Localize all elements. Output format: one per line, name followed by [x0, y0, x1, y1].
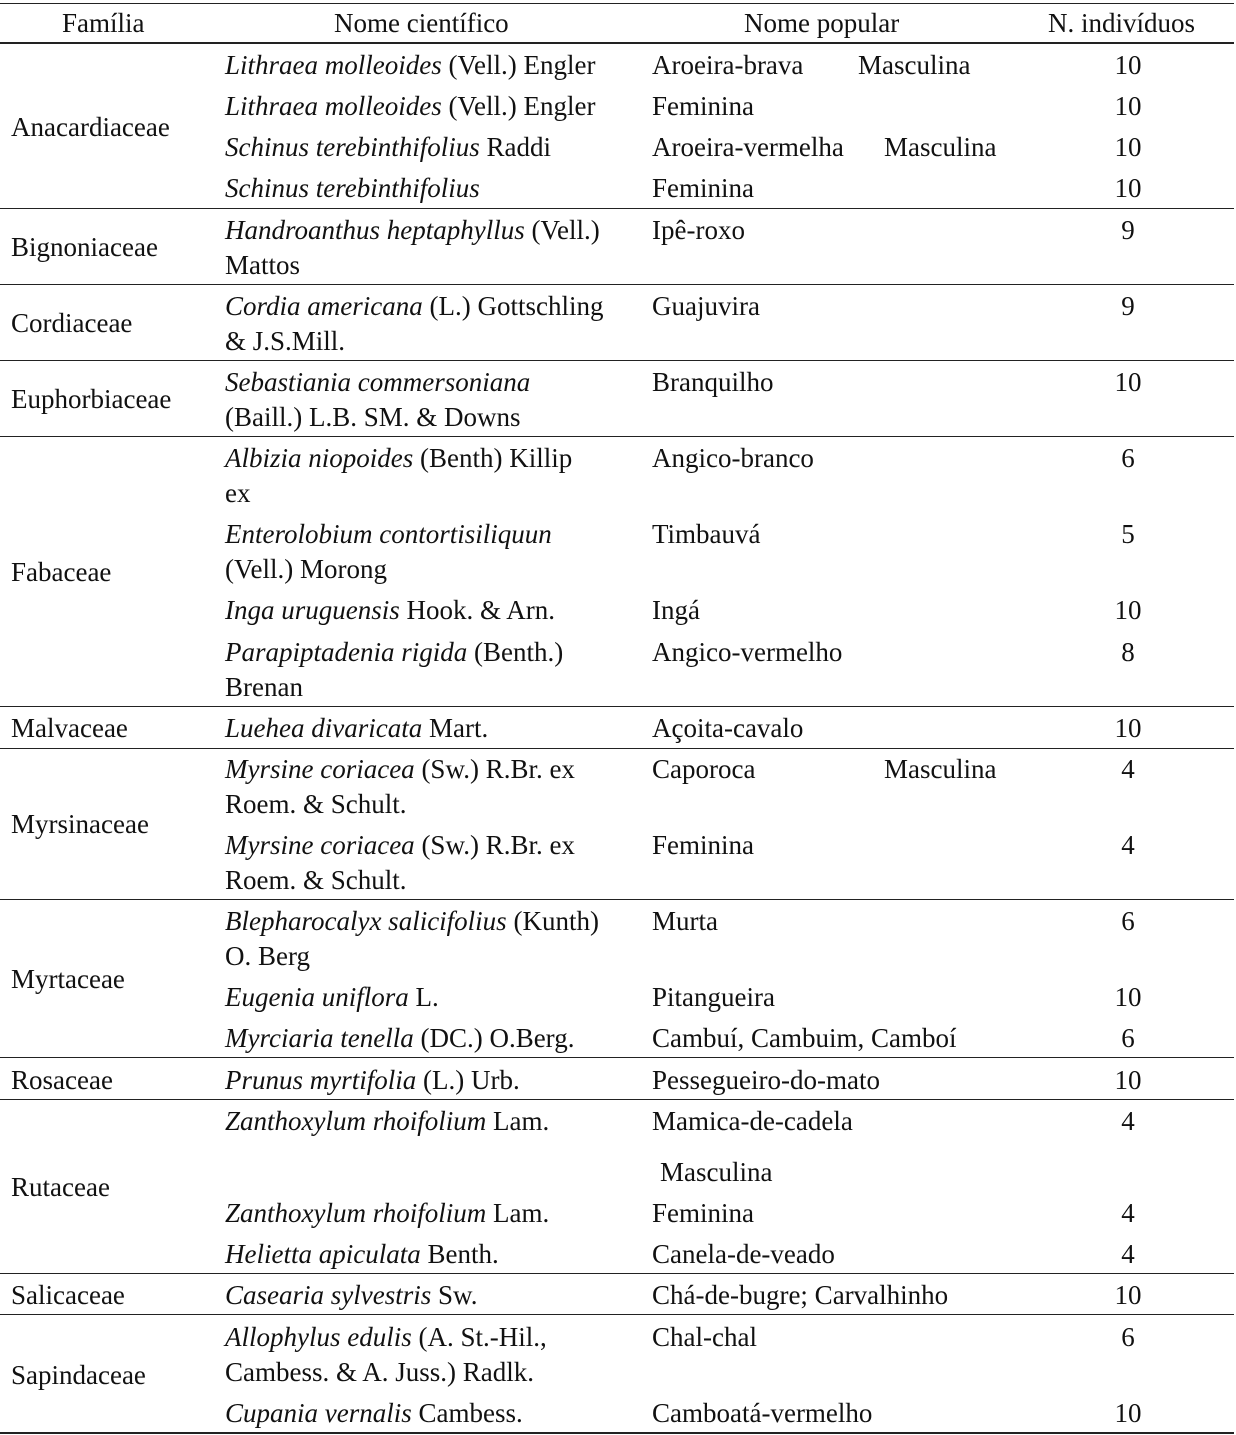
scientific-name-italic: Luehea divaricata [225, 713, 423, 743]
popular-name: Pitangueira [652, 982, 775, 1012]
popular-name: Caporoca [652, 754, 756, 784]
scientific-name-line [225, 441, 572, 476]
scientific-name-line [225, 1320, 547, 1355]
popular-name: Guajuvira [652, 291, 760, 321]
scientific-name-italic: Zanthoxylum rhoifolium [225, 1198, 487, 1228]
scientific-name-italic: Zanthoxylum rhoifolium [225, 1106, 487, 1136]
individual-count: 4 [1121, 830, 1135, 860]
popular-name: Mamica-de-cadela [652, 1106, 853, 1136]
scientific-name-line [225, 171, 480, 206]
scientific-name-line [225, 248, 300, 283]
individual-count: 8 [1121, 637, 1135, 667]
header-nome-cientifico: Nome científico [334, 8, 509, 38]
scientific-name-author: (A. St.-Hil., [411, 1322, 547, 1352]
scientific-name-line [225, 939, 310, 974]
popular-name: Cambuí, Cambuim, Camboí [652, 1023, 957, 1053]
scientific-name-italic: Blepharocalyx salicifolius [225, 906, 507, 936]
scientific-name-author: (Benth) Killip [413, 443, 573, 473]
individual-count: 6 [1121, 443, 1135, 473]
scientific-name-italic: Helietta apiculata [225, 1239, 421, 1269]
scientific-name-line [225, 1063, 520, 1098]
scientific-name-author: (Kunth) [506, 906, 599, 936]
individual-count: 4 [1121, 1239, 1135, 1269]
scientific-name-author: (Vell.) [524, 215, 600, 245]
scientific-name-author: Lam. [486, 1106, 550, 1136]
popular-name: Pessegueiro-do-mato [652, 1065, 880, 1095]
header-nome-popular: Nome popular [744, 8, 900, 38]
individual-count: 6 [1121, 1023, 1135, 1053]
popular-name: Camboatá-vermelho [652, 1398, 873, 1428]
group-rule [0, 748, 1234, 749]
scientific-name-italic: Casearia sylvestris [225, 1280, 432, 1310]
group-rule [0, 899, 1234, 900]
scientific-name-line [225, 476, 250, 511]
scientific-name-italic: Allophylus edulis [225, 1322, 412, 1352]
scientific-name-author: Mattos [225, 250, 301, 280]
scientific-name-line [225, 1278, 478, 1313]
scientific-name-italic: Parapiptadenia rigida [225, 637, 468, 667]
sex-label: Masculina [858, 50, 971, 80]
scientific-name-line [225, 213, 600, 248]
scientific-name-italic: Lithraea molleoides [225, 91, 442, 121]
scientific-name-line [225, 787, 407, 822]
scientific-name-author: & J.S.Mill. [225, 326, 346, 356]
popular-name: Angico-vermelho [652, 637, 843, 667]
popular-name: Canela-de-veado [652, 1239, 835, 1269]
scientific-name-line [225, 635, 563, 670]
scientific-name-italic: Myrsine coriacea [225, 830, 415, 860]
group-rule [0, 208, 1234, 209]
scientific-name-author: (Sw.) R.Br. ex [414, 830, 575, 860]
popular-name: Aroeira-brava [652, 50, 804, 80]
popular-name: Ipê-roxo [652, 215, 745, 245]
popular-name: Feminina [652, 830, 754, 860]
individual-count: 4 [1121, 1198, 1135, 1228]
scientific-name-line [225, 289, 603, 324]
popular-name: Angico-branco [652, 443, 814, 473]
scientific-name-italic: Handroanthus heptaphyllus [225, 215, 525, 245]
scientific-name-italic: Eugenia uniflora [225, 982, 409, 1012]
scientific-name-italic: Cordia americana [225, 291, 423, 321]
scientific-name-italic: Myrciaria tenella [225, 1023, 414, 1053]
family-name: Euphorbiaceae [11, 384, 172, 414]
scientific-name-author: (Baill.) L.B. SM. & Downs [225, 402, 521, 432]
family-name: Anacardiaceae [11, 112, 170, 142]
scientific-name-line [225, 1104, 549, 1139]
scientific-name-author: (Vell.) Engler [441, 91, 596, 121]
family-name: Rutaceae [11, 1172, 110, 1202]
scientific-name-line [225, 593, 555, 628]
family-name: Fabaceae [11, 557, 112, 587]
scientific-name-line [225, 980, 439, 1015]
family-name: Myrsinaceae [11, 809, 149, 839]
scientific-name-author: Mart. [422, 713, 489, 743]
popular-name: Chal-chal [652, 1322, 757, 1352]
individual-count: 10 [1114, 50, 1142, 80]
scientific-name-author: Benth. [420, 1239, 499, 1269]
scientific-name-author: (L.) Gottschling [422, 291, 604, 321]
scientific-name-line [225, 324, 345, 359]
individual-count: 9 [1121, 291, 1135, 321]
family-name: Myrtaceae [11, 964, 125, 994]
group-rule [0, 1099, 1234, 1100]
popular-name: Branquilho [652, 367, 774, 397]
scientific-name-line [225, 828, 575, 863]
group-rule [0, 360, 1234, 361]
individual-count: 6 [1121, 1322, 1135, 1352]
scientific-name-line [225, 48, 595, 83]
header-rule [0, 42, 1234, 44]
scientific-name-author: Cambess. [411, 1398, 523, 1428]
scientific-name-line [225, 670, 303, 705]
scientific-name-author: (L.) Urb. [416, 1065, 520, 1095]
individual-count: 4 [1121, 1106, 1135, 1136]
scientific-name-italic: Lithraea molleoides [225, 50, 442, 80]
scientific-name-author: Sw. [431, 1280, 478, 1310]
scientific-name-author: Roem. & Schult. [225, 789, 407, 819]
scientific-name-line [225, 1396, 523, 1431]
popular-name: Ingá [652, 595, 700, 625]
family-name: Sapindaceae [11, 1360, 146, 1390]
individual-count: 10 [1114, 173, 1142, 203]
individual-count: 6 [1121, 906, 1135, 936]
scientific-name-author: O. Berg [225, 941, 310, 971]
sex-label: Masculina [884, 132, 997, 162]
individual-count: 10 [1114, 1280, 1142, 1310]
scientific-name-italic: Schinus terebinthifolius [225, 173, 480, 203]
popular-name: Feminina [652, 91, 754, 121]
scientific-name-line [225, 517, 552, 552]
popular-name: Feminina [652, 1198, 754, 1228]
individual-count: 10 [1114, 1065, 1142, 1095]
scientific-name-italic: Enterolobium contortisiliquun [225, 519, 552, 549]
header-familia: Família [62, 8, 145, 38]
scientific-name-author: Lam. [486, 1198, 550, 1228]
table-bottom-rule [0, 1432, 1234, 1434]
scientific-name-author: (Vell.) Morong [225, 554, 387, 584]
individual-count: 4 [1121, 754, 1135, 784]
family-name: Cordiaceae [11, 308, 133, 338]
header-n-individuos: N. indivíduos [1048, 8, 1196, 38]
scientific-name-line [225, 1355, 534, 1390]
scientific-name-line [225, 1196, 549, 1231]
popular-name: Feminina [652, 173, 754, 203]
family-name: Malvaceae [11, 713, 128, 743]
popular-name: Açoita-cavalo [652, 713, 804, 743]
scientific-name-author: (Benth.) [467, 637, 564, 667]
scientific-name-author: Hook. & Arn. [399, 595, 555, 625]
group-rule [0, 706, 1234, 707]
group-rule [0, 1057, 1234, 1058]
scientific-name-author: (DC.) O.Berg. [413, 1023, 575, 1053]
family-name: Rosaceae [11, 1065, 113, 1095]
popular-name: Timbauvá [652, 519, 761, 549]
individual-count: 10 [1114, 713, 1142, 743]
scientific-name-line [225, 863, 407, 898]
popular-name: Chá-de-bugre; Carvalhinho [652, 1280, 949, 1310]
sex-label: Masculina [660, 1157, 773, 1187]
family-name: Bignoniaceae [11, 232, 158, 262]
individual-count: 10 [1114, 367, 1142, 397]
individual-count: 10 [1114, 595, 1142, 625]
scientific-name-author: (Sw.) R.Br. ex [414, 754, 575, 784]
scientific-name-line [225, 904, 599, 939]
scientific-name-author: Brenan [225, 672, 303, 702]
scientific-name-line [225, 1237, 499, 1272]
individual-count: 10 [1114, 132, 1142, 162]
scientific-name-author: ex [225, 478, 251, 508]
scientific-name-author: Raddi [479, 132, 551, 162]
scientific-name-italic: Schinus terebinthifolius [225, 132, 480, 162]
scientific-name-line [225, 130, 551, 165]
scientific-name-line [225, 552, 387, 587]
group-rule [0, 436, 1234, 437]
table-top-rule [0, 3, 1234, 4]
scientific-name-line [225, 365, 530, 400]
scientific-name-italic: Sebastiania commersoniana [225, 367, 531, 397]
scientific-name-line [225, 89, 595, 124]
scientific-name-author: Roem. & Schult. [225, 865, 407, 895]
individual-count: 10 [1114, 982, 1142, 1012]
individual-count: 10 [1114, 1398, 1142, 1428]
scientific-name-author: Cambess. & A. Juss.) Radlk. [225, 1357, 535, 1387]
scientific-name-italic: Inga uruguensis [225, 595, 400, 625]
sex-label: Masculina [884, 754, 997, 784]
group-rule [0, 1273, 1234, 1274]
scientific-name-line [225, 400, 521, 435]
individual-count: 10 [1114, 91, 1142, 121]
popular-name: Aroeira-vermelha [652, 132, 844, 162]
group-rule [0, 284, 1234, 285]
scientific-name-author: (Vell.) Engler [441, 50, 596, 80]
individual-count: 9 [1121, 215, 1135, 245]
scientific-name-italic: Cupania vernalis [225, 1398, 412, 1428]
scientific-name-italic: Albizia niopoides [225, 443, 414, 473]
scientific-name-line [225, 1021, 574, 1056]
scientific-name-line [225, 711, 488, 746]
scientific-name-italic: Prunus myrtifolia [225, 1065, 417, 1095]
individual-count: 5 [1121, 519, 1135, 549]
popular-name: Murta [652, 906, 718, 936]
scientific-name-italic: Myrsine coriacea [225, 754, 415, 784]
scientific-name-author: L. [408, 982, 439, 1012]
scientific-name-line [225, 752, 575, 787]
group-rule [0, 1314, 1234, 1315]
family-name: Salicaceae [11, 1280, 125, 1310]
